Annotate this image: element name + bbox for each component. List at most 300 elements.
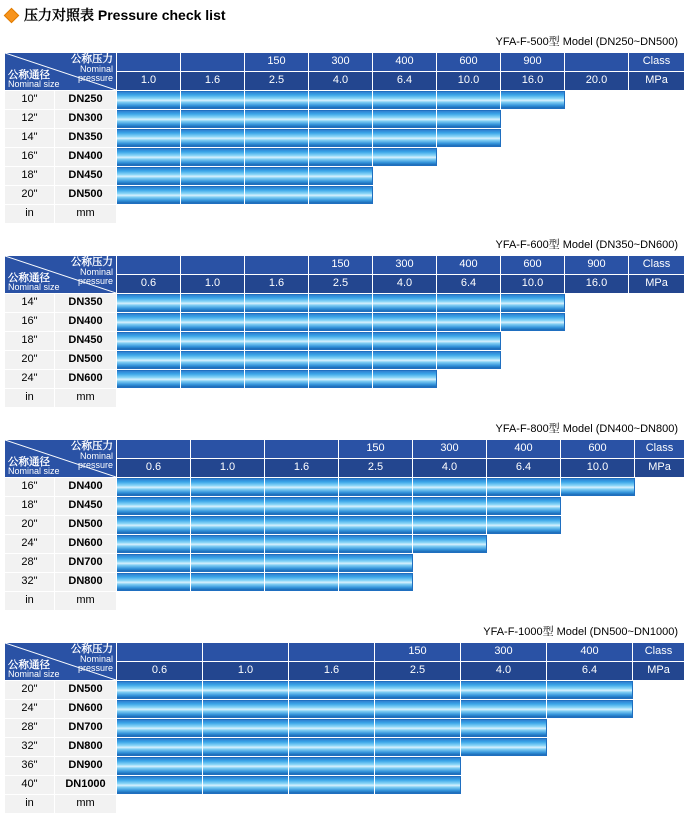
pressure-range-bar [461, 700, 546, 718]
row-nominal-size-mm: DN450 [55, 167, 117, 186]
header-class-label: Class [629, 256, 685, 275]
pressure-range-bar [117, 681, 202, 699]
pressure-cell [309, 294, 373, 313]
pressure-cell [339, 535, 413, 554]
pressure-table [4, 52, 685, 224]
row-nominal-size-in: 28" [5, 554, 55, 573]
pressure-cell [487, 573, 561, 592]
header-pressure-value: 6.4 [487, 459, 561, 478]
row-nominal-size-mm: DN900 [55, 757, 117, 776]
pressure-cell [437, 110, 501, 129]
pressure-range-bar [245, 148, 308, 166]
row-trailing-cell [633, 700, 685, 719]
pressure-cell [565, 351, 629, 370]
pressure-cell [561, 478, 635, 497]
pressure-range-bar [309, 332, 372, 350]
header-pressure-value: 16.0 [501, 72, 565, 91]
table-row [5, 294, 685, 313]
pressure-cell [461, 719, 547, 738]
header-class-value [117, 53, 181, 72]
pressure-range-bar [265, 478, 338, 496]
table-caption: YFA-F-600型 Model (DN350~DN600) [495, 239, 678, 251]
row-nominal-size-mm: DN250 [55, 91, 117, 110]
pressure-range-bar [245, 351, 308, 369]
table-row [5, 186, 685, 205]
row-nominal-size-in: 18" [5, 497, 55, 516]
row-nominal-size-mm: DN500 [55, 186, 117, 205]
pressure-cell [117, 91, 181, 110]
pressure-cell [437, 167, 501, 186]
row-nominal-size-mm: DN300 [55, 110, 117, 129]
pressure-cell [413, 497, 487, 516]
pressure-cell [501, 313, 565, 332]
row-nominal-size-mm: DN450 [55, 497, 117, 516]
pressure-cell [245, 129, 309, 148]
pressure-cell [289, 719, 375, 738]
header-pressure-value: 4.0 [373, 275, 437, 294]
row-nominal-size-mm: DN700 [55, 554, 117, 573]
header-class-value: 300 [373, 256, 437, 275]
pressure-range-bar [181, 110, 244, 128]
pressure-range-bar [191, 497, 264, 515]
pressure-cell [191, 497, 265, 516]
pressure-range-bar [561, 478, 634, 496]
pressure-range-bar [373, 129, 436, 147]
header-class-value: 300 [309, 53, 373, 72]
pressure-cell [181, 294, 245, 313]
pressure-cell [547, 681, 633, 700]
pressure-cell [265, 573, 339, 592]
header-class-value [181, 53, 245, 72]
pressure-range-bar [117, 478, 190, 496]
pressure-cell [437, 148, 501, 167]
pressure-cell [501, 332, 565, 351]
pressure-cell [203, 719, 289, 738]
pressure-range-bar [309, 294, 372, 312]
pressure-range-bar [413, 497, 486, 515]
pressure-range-bar [375, 681, 460, 699]
row-nominal-size-mm: DN350 [55, 129, 117, 148]
pressure-cell [191, 573, 265, 592]
pressure-range-bar [437, 91, 500, 109]
header-pressure-value: 1.6 [289, 662, 375, 681]
header-pressure-value: 10.0 [501, 275, 565, 294]
pressure-cell [117, 700, 203, 719]
table-unit-row [5, 205, 685, 224]
pressure-range-bar [117, 313, 180, 331]
pressure-cell [245, 332, 309, 351]
unit-mm-label: mm [55, 389, 117, 408]
row-nominal-size-mm: DN500 [55, 516, 117, 535]
pressure-range-bar [309, 186, 372, 204]
table-unit-row [5, 389, 685, 408]
pressure-cell [309, 332, 373, 351]
pressure-cell [181, 332, 245, 351]
pressure-range-bar [501, 313, 564, 331]
pressure-cell [501, 148, 565, 167]
pressure-range-bar [117, 535, 190, 553]
pressure-range-bar [117, 332, 180, 350]
pressure-cell [245, 167, 309, 186]
table-corner-header: 公称压力 Nominal pressure 公称通径 Nominal size [5, 53, 117, 91]
table-row [5, 776, 685, 795]
row-trailing-cell [629, 91, 685, 110]
pressure-range-bar [265, 573, 338, 591]
row-nominal-size-mm: DN800 [55, 573, 117, 592]
pressure-table [4, 255, 685, 408]
header-mpa-unit: MPa [635, 459, 685, 478]
unit-row-filler [117, 592, 685, 611]
pressure-range-bar [289, 719, 374, 737]
header-class-value [117, 256, 181, 275]
pressure-cell [117, 478, 191, 497]
pressure-range-bar [181, 332, 244, 350]
pressure-range-bar [309, 129, 372, 147]
pressure-cell [181, 370, 245, 389]
pressure-cell [339, 573, 413, 592]
pressure-cell [117, 186, 181, 205]
table-row [5, 719, 685, 738]
pressure-range-bar [117, 700, 202, 718]
row-nominal-size-in: 40" [5, 776, 55, 795]
row-trailing-cell [629, 370, 685, 389]
pressure-cell [565, 167, 629, 186]
pressure-range-bar [117, 776, 202, 794]
header-class-value: 300 [413, 440, 487, 459]
pressure-cell [117, 738, 203, 757]
pressure-range-bar [245, 332, 308, 350]
pressure-range-bar [413, 516, 486, 534]
pressure-cell [203, 700, 289, 719]
row-nominal-size-mm: DN450 [55, 332, 117, 351]
row-nominal-size-in: 28" [5, 719, 55, 738]
pressure-range-bar [245, 110, 308, 128]
unit-mm-label: mm [55, 795, 117, 814]
pressure-range-bar [289, 700, 374, 718]
header-class-value: 300 [461, 643, 547, 662]
pressure-range-bar [289, 776, 374, 794]
pressure-cell [289, 757, 375, 776]
pressure-range-bar [413, 535, 486, 553]
pressure-range-bar [245, 294, 308, 312]
header-class-value: 900 [565, 256, 629, 275]
pressure-table [4, 642, 685, 814]
pressure-range-bar [373, 370, 436, 388]
pressure-cell [245, 370, 309, 389]
pressure-range-bar [339, 573, 412, 591]
pressure-cell [117, 332, 181, 351]
pressure-cell [373, 186, 437, 205]
pressure-cell [245, 110, 309, 129]
pressure-range-bar [309, 313, 372, 331]
header-pressure-value: 1.6 [265, 459, 339, 478]
pressure-cell [245, 91, 309, 110]
pressure-range-bar [117, 516, 190, 534]
pressure-cell [373, 110, 437, 129]
row-trailing-cell [629, 313, 685, 332]
pressure-cell [309, 313, 373, 332]
pressure-range-bar [437, 351, 500, 369]
pressure-cell [181, 351, 245, 370]
pressure-cell [565, 129, 629, 148]
pressure-range-bar [289, 738, 374, 756]
pressure-cell [117, 719, 203, 738]
header-class-value [565, 53, 629, 72]
row-nominal-size-mm: DN400 [55, 148, 117, 167]
row-nominal-size-mm: DN700 [55, 719, 117, 738]
pressure-cell [461, 700, 547, 719]
pressure-range-bar [181, 148, 244, 166]
pressure-range-bar [373, 351, 436, 369]
pressure-range-bar [501, 294, 564, 312]
pressure-range-bar [487, 497, 560, 515]
diamond-bullet-icon [4, 7, 20, 23]
pressure-cell [373, 148, 437, 167]
pressure-cell [487, 535, 561, 554]
pressure-cell [265, 478, 339, 497]
pressure-range-bar [245, 167, 308, 185]
pressure-cell [375, 738, 461, 757]
header-class-value: 150 [245, 53, 309, 72]
row-trailing-cell [635, 535, 685, 554]
pressure-range-bar [309, 148, 372, 166]
pressure-cell [375, 757, 461, 776]
row-nominal-size-in: 24" [5, 370, 55, 389]
unit-row-filler [117, 389, 685, 408]
pressure-cell [547, 776, 633, 795]
header-pressure-value: 1.6 [181, 72, 245, 91]
pressure-cell [203, 776, 289, 795]
pressure-cell [181, 129, 245, 148]
header-pressure-value: 4.0 [413, 459, 487, 478]
table-caption: YFA-F-800型 Model (DN400~DN800) [495, 423, 678, 435]
block-spacer [0, 224, 688, 232]
pressure-range-bar [309, 91, 372, 109]
pressure-range-bar [203, 776, 288, 794]
pressure-cell [373, 91, 437, 110]
pressure-cell [265, 516, 339, 535]
table-header-class-row [5, 256, 685, 275]
row-trailing-cell [635, 497, 685, 516]
header-class-value [289, 643, 375, 662]
pressure-cell [309, 91, 373, 110]
row-nominal-size-in: 12" [5, 110, 55, 129]
pressure-range-bar [181, 294, 244, 312]
pressure-cell [487, 516, 561, 535]
pressure-cell [191, 516, 265, 535]
pressure-range-bar [181, 91, 244, 109]
pressure-range-bar [191, 573, 264, 591]
header-pressure-value: 2.5 [245, 72, 309, 91]
pressure-cell [561, 573, 635, 592]
pressure-range-bar [191, 516, 264, 534]
pressure-range-bar [117, 148, 180, 166]
pressure-cell [565, 313, 629, 332]
header-pressure-value: 1.0 [117, 72, 181, 91]
pressure-cell [117, 313, 181, 332]
pressure-cell [437, 186, 501, 205]
pressure-cell [117, 370, 181, 389]
block-spacer [0, 814, 688, 822]
pressure-cell [289, 738, 375, 757]
row-trailing-cell [633, 719, 685, 738]
row-trailing-cell [633, 681, 685, 700]
pressure-cell [461, 757, 547, 776]
pressure-cell [191, 478, 265, 497]
unit-mm-label: mm [55, 592, 117, 611]
header-class-value [181, 256, 245, 275]
pressure-cell [191, 554, 265, 573]
pressure-cell [117, 573, 191, 592]
table-header-class-row [5, 440, 685, 459]
pressure-range-bar [245, 370, 308, 388]
pressure-range-bar [339, 478, 412, 496]
header-class-value: 400 [547, 643, 633, 662]
pressure-range-bar [289, 681, 374, 699]
pressure-cell [461, 681, 547, 700]
row-trailing-cell [629, 186, 685, 205]
pressure-cell [487, 554, 561, 573]
pressure-range-bar [461, 681, 546, 699]
header-pressure-value: 4.0 [309, 72, 373, 91]
pressure-cell [561, 535, 635, 554]
page-title [0, 0, 688, 29]
pressure-cell [117, 535, 191, 554]
pressure-cell [309, 186, 373, 205]
pressure-cell [565, 186, 629, 205]
table-row [5, 167, 685, 186]
row-trailing-cell [635, 554, 685, 573]
table-row [5, 91, 685, 110]
unit-mm-label: mm [55, 205, 117, 224]
table-row [5, 370, 685, 389]
header-mpa-unit: MPa [629, 72, 685, 91]
pressure-range-bar [501, 91, 564, 109]
pressure-range-bar [117, 351, 180, 369]
pressure-range-bar [547, 700, 632, 718]
header-class-label: Class [635, 440, 685, 459]
pressure-range-bar [437, 110, 500, 128]
row-nominal-size-in: 16" [5, 313, 55, 332]
pressure-range-bar [203, 719, 288, 737]
row-nominal-size-in: 20" [5, 186, 55, 205]
pressure-range-bar [289, 757, 374, 775]
pressure-range-bar [203, 738, 288, 756]
pressure-cell [437, 332, 501, 351]
pressure-range-bar [375, 776, 460, 794]
pressure-cell [413, 535, 487, 554]
pressure-cell [565, 148, 629, 167]
pressure-cell [501, 110, 565, 129]
row-nominal-size-mm: DN800 [55, 738, 117, 757]
pressure-range-bar [373, 332, 436, 350]
pressure-range-bar [245, 186, 308, 204]
pressure-cell [245, 313, 309, 332]
pressure-range-bar [461, 738, 546, 756]
header-pressure-value: 6.4 [437, 275, 501, 294]
pressure-range-bar [373, 294, 436, 312]
row-nominal-size-in: 16" [5, 478, 55, 497]
pressure-range-bar [181, 370, 244, 388]
pressure-cell [203, 757, 289, 776]
header-class-value [191, 440, 265, 459]
pressure-cell [565, 332, 629, 351]
pressure-cell [437, 294, 501, 313]
unit-row-filler [117, 795, 685, 814]
pressure-cell [339, 497, 413, 516]
header-pressure-value: 1.6 [245, 275, 309, 294]
pressure-cell [117, 757, 203, 776]
table-header-class-row [5, 643, 685, 662]
pressure-cell [309, 351, 373, 370]
pressure-cell [117, 148, 181, 167]
row-nominal-size-in: 14" [5, 294, 55, 313]
tables-host [0, 29, 688, 822]
row-nominal-size-in: 18" [5, 167, 55, 186]
header-class-value: 150 [309, 256, 373, 275]
pressure-range-bar [117, 719, 202, 737]
pressure-cell [373, 313, 437, 332]
pressure-cell [501, 294, 565, 313]
pressure-cell [565, 110, 629, 129]
pressure-range-bar [309, 370, 372, 388]
row-trailing-cell [633, 738, 685, 757]
header-class-value: 400 [487, 440, 561, 459]
header-mpa-unit: MPa [633, 662, 685, 681]
pressure-range-bar [117, 294, 180, 312]
pressure-cell [501, 129, 565, 148]
header-class-value: 900 [501, 53, 565, 72]
pressure-cell [117, 681, 203, 700]
row-trailing-cell [629, 167, 685, 186]
row-trailing-cell [635, 478, 685, 497]
pressure-cell [181, 148, 245, 167]
pressure-range-bar [437, 332, 500, 350]
header-class-value: 600 [501, 256, 565, 275]
pressure-range-bar [245, 313, 308, 331]
pressure-cell [561, 516, 635, 535]
pressure-cell [547, 719, 633, 738]
pressure-cell [437, 91, 501, 110]
pressure-cell [181, 186, 245, 205]
row-nominal-size-mm: DN500 [55, 681, 117, 700]
row-trailing-cell [629, 148, 685, 167]
table-row [5, 332, 685, 351]
pressure-cell [203, 738, 289, 757]
pressure-range-bar [413, 478, 486, 496]
pressure-range-bar [339, 535, 412, 553]
table-caption: YFA-F-500型 Model (DN250~DN500) [495, 36, 678, 48]
pressure-range-bar [309, 167, 372, 185]
table-row [5, 757, 685, 776]
pressure-cell [373, 332, 437, 351]
row-nominal-size-in: 32" [5, 738, 55, 757]
pressure-cell [437, 129, 501, 148]
row-nominal-size-mm: DN400 [55, 313, 117, 332]
pressure-cell [203, 681, 289, 700]
header-class-value: 600 [437, 53, 501, 72]
pressure-cell [309, 110, 373, 129]
page-title-text: 压力对照表 Pressure check list [24, 7, 226, 23]
pressure-cell [547, 700, 633, 719]
pressure-range-bar [373, 110, 436, 128]
pressure-cell [437, 351, 501, 370]
pressure-range-bar [181, 186, 244, 204]
pressure-cell [373, 129, 437, 148]
row-nominal-size-in: 20" [5, 516, 55, 535]
table-caption: YFA-F-1000型 Model (DN500~DN1000) [483, 626, 678, 638]
pressure-cell [413, 573, 487, 592]
